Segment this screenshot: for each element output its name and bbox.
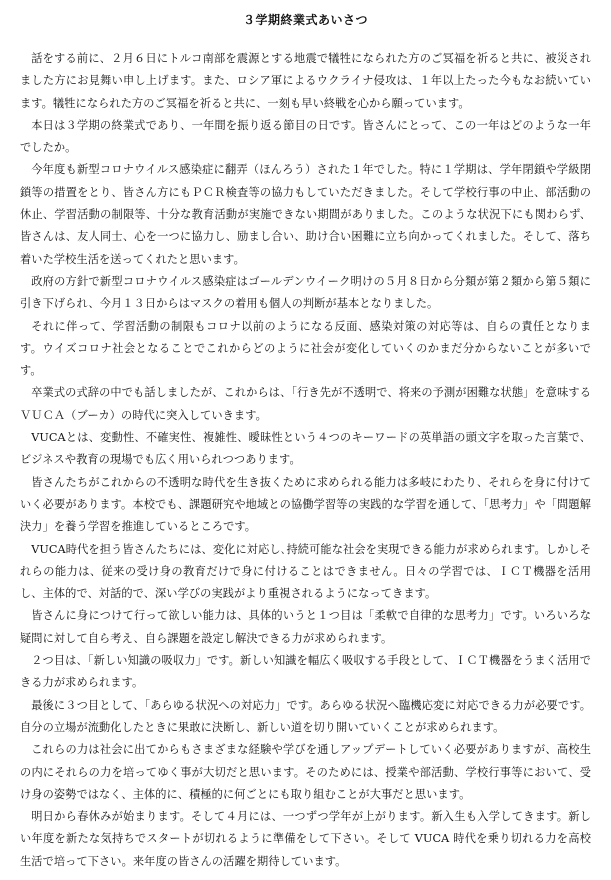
document-page [20,10,591,876]
paragraph-vuca-definition: VUCAとは、変動性、不確実性、複雑性、曖昧性という４つのキーワードの英単語の頭文字を取った言葉で、ビジネスや教育の現場でも広く用いられつつあります。 [20,431,591,467]
paragraph-vuca-era: VUCA時代を担う皆さんたちには、変化に対応し､持続可能な社会を実現できる能力が求められます。しかしそれらの能力は、従来の受け身の教育だけで身に付けることはできません。日々の学習では、ＩＣＴ機器を活用し、主体的で、対話的で、深い学びの実践がより重視されるようになってきます。 [20,542,591,601]
document-body [20,48,591,873]
paragraph-ability-one: 皆さんに身につけて行って欲しい能力は、具体的いうと１つ目は「柔軟で自律的な思考力」です。いろいろな疑問に対して自ら考え、自ら課題を設定し解決できる力が求められます。 [20,609,591,645]
paragraph-with-corona: それに伴って、学習活動の制限もコロナ以前のようになる反面、感染対策の対応等は、自らの責任となります。ウイズコロナ社会となることでこれからどのように社会が変化していくのかまだ分からないことが多いです。 [20,319,591,378]
document-title: ３学期終業式あいさつ [242,13,368,27]
paragraph-ceremony-intro: 本日は３学期の終業式であり、一年間を振り返る節目の日です。皆さんにとって、この一年はどのような一年でしたか。 [20,118,591,155]
paragraph-ability-two: ２つ目は、「新しい知識の吸収力」です。新しい知識を幅広く吸収する手段として、ＩＣＴ機器をうまく活用できる力が求められます。 [20,654,591,690]
paragraph-update-abilities: これらの力は社会に出てからもさまざまな経験や学びを通しアップデートしていく必要がありますが、高校生の内にそれらの力を培ってゆく事が大切だと思います。そのためには、授業や部活動、学校行事等において、受け身の姿勢ではなく、主体的に、積極的に何ごとにも取り組むことが大事だと思います。 [20,743,591,801]
paragraph-covid-policy: 政府の方針で新型コロナウイルス感染症はゴールデンウイーク明けの５月８日から分類が第２類から第５類に引き下げられ、今月１３日からはマスクの着用も個人の判断が基本となりました。 [20,274,591,311]
paragraph-vuca-intro: 卒業式の式辞の中でも話しましたが、これからは、「行き先が不透明で、将来の予測が困難な状態」を意味するＶＵＣＡ（ブーカ）の時代に突入していきます。 [20,386,591,422]
paragraph-spring-break: 明日から春休みが始まります。そして４月には、一つずつ学年が上がります。新入生も入学してきます。新しい年度を新たな気持ちでスタートが切れるように準備をして下さい。そして VUCA 時代を乗り切れる力を高校生活で培って下さい。来年度の皆さんの活躍を期待しています。 [20,810,591,868]
paragraph-covid-year: 今年度も新型コロナウイルス感染症に翻弄（ほんろう）された１年でした。特に１学期は、学年閉鎖や学級閉鎖等の措置をとり、皆さん方にもＰＣＲ検査等の協力もしていただきました。そして学校行事の中止、部活動の休止、学習活動の制限等、十分な教育活動が実施できない期間がありました。このような状況下にも関わらず、皆さんは、友人同士、心を一つに協力し、励まし合い、助け合い困難に立ち向かってくれました。そして、落ち着いた学校生活を送ってくれたと思います。 [20,163,591,266]
paragraph-ability-three: 最後に３つ目として、「あらゆる状況への対応力」です。あらゆる状況へ臨機応変に対応できる力が必要です。自分の立場が流動化したときに果敢に決断し、新しい道を切り開いていくことが求められます。 [20,698,591,734]
paragraph-required-abilities: 皆さんたちがこれからの不透明な時代を生き抜くために求められる能力は多岐にわたり、それらを身に付けていく必要があります。本校でも、課題研究や地域との協働学習等の実践的な学習を通して、「思考力」や「問題解決力」を養う学習を推進しているところです。 [20,475,591,534]
paragraph-condolence: 話をする前に、２月６日にトルコ南部を震源とする地震で犠牲になられた方のご冥福を祈ると共に、被災されました方にお見舞い申し上げます。また、ロシア軍によるウクライナ侵攻は、１年以上たった今もなお続いています。犠牲になられた方のご冥福を祈ると共に、一刻も早い終戦を心から願っています。 [20,52,591,110]
